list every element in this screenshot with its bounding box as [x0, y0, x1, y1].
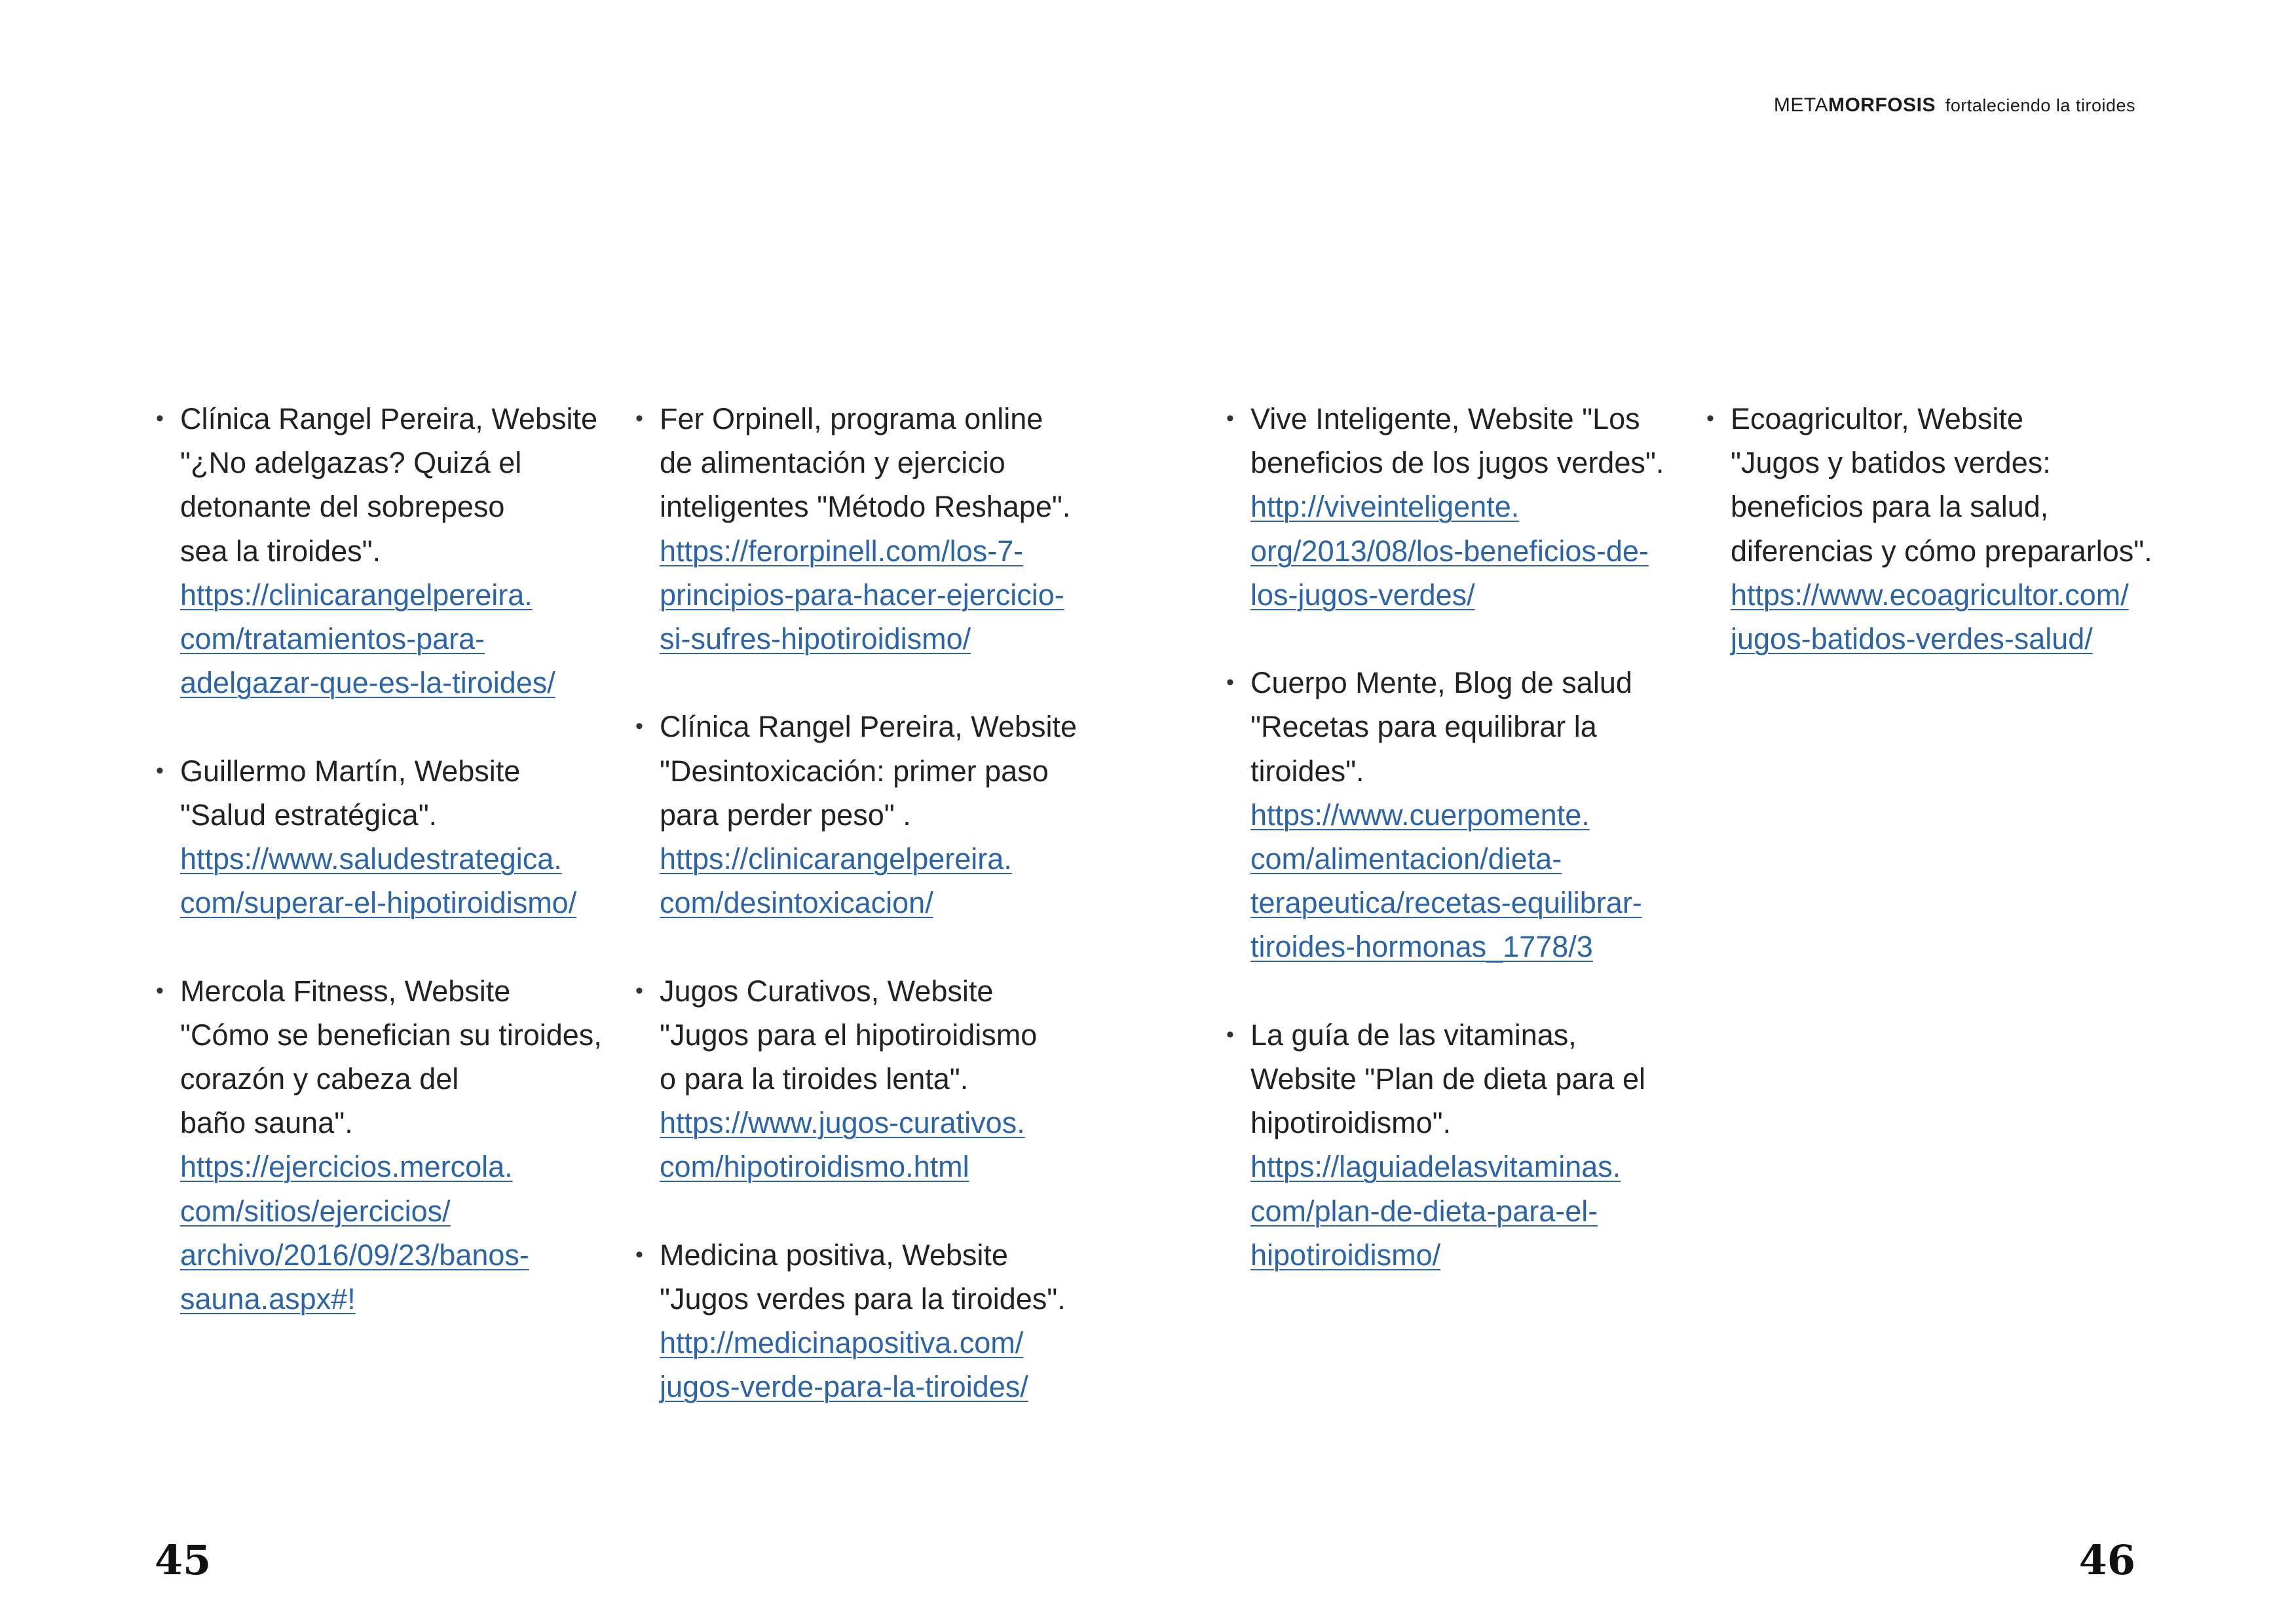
reference-link[interactable]: http://viveinteligente. org/2013/08/los-beneficios-de- los-jugos-verdes/: [1250, 490, 1649, 612]
page-number-left: 45: [155, 1536, 212, 1584]
reference-item: [1706, 397, 2165, 661]
reference-item: [156, 749, 614, 925]
reference-text: • Clínica Rangel Pereira, Website "¿No adelgazas? Quizá el detonante del sobrepeso sea la tiroides".: [180, 402, 597, 568]
reference-item: [1226, 397, 1685, 617]
reference-text: • La guía de las vitaminas, Website "Plan de dieta para el hipotiroidismo".: [1250, 1018, 1646, 1140]
reference-item: [635, 705, 1081, 925]
reference-link[interactable]: https://www.saludestrategica. com/superar-el-hipotiroidismo/: [180, 842, 577, 920]
reference-item: [635, 1233, 1081, 1409]
header-subtitle: fortaleciendo la tiroides: [1945, 96, 2135, 115]
references-column-1: [156, 397, 614, 1365]
reference-item: [635, 397, 1081, 661]
reference-link[interactable]: https://clinicarangelpereira. com/tratamientos-para- adelgazar-que-es-la-tiroides/: [180, 578, 555, 700]
reference-item: [156, 969, 614, 1321]
reference-item: [635, 969, 1081, 1189]
reference-link[interactable]: https://ejercicios.mercola. com/sitios/ejercicios/ archivo/2016/09/23/banos- sauna.aspx#!: [180, 1150, 529, 1316]
references-column-2: [635, 397, 1081, 1453]
reference-link[interactable]: https://www.ecoagricultor.com/ jugos-batidos-verdes-salud/: [1731, 578, 2129, 656]
reference-text: • Fer Orpinell, programa online de alimentación y ejercicio inteligentes "Método Reshape".: [660, 402, 1071, 524]
reference-link[interactable]: https://www.jugos-curativos. com/hipotiroidismo.html: [660, 1106, 1025, 1184]
brand-meta: META: [1773, 94, 1828, 116]
reference-text: • Clínica Rangel Pereira, Website "Desintoxicación: primer paso para perder peso" .: [660, 710, 1077, 832]
references-column-3: [1226, 397, 1685, 1321]
reference-link[interactable]: https://laguiadelasvitaminas. com/plan-de-dieta-para-el- hipotiroidismo/: [1250, 1150, 1621, 1272]
reference-text: • Cuerpo Mente, Blog de salud "Recetas para equilibrar la tiroides".: [1250, 666, 1632, 788]
references-column-4: [1706, 397, 2165, 705]
reference-link[interactable]: https://www.cuerpomente. com/alimentacion/dieta- terapeutica/recetas-equilibrar- tiroides-hormonas_1778/3: [1250, 798, 1642, 964]
reference-link[interactable]: https://ferorpinell.com/los-7- principios-para-hacer-ejercicio- si-sufres-hipotiroidismo/: [660, 534, 1064, 656]
reference-item: [1226, 1013, 1685, 1277]
running-header: [1774, 94, 2135, 117]
reference-link[interactable]: https://clinicarangelpereira. com/desintoxicacion/: [660, 842, 1012, 920]
reference-text: • Jugos Curativos, Website "Jugos para el hipotiroidismo o para la tiroides lenta".: [660, 974, 1038, 1096]
reference-text: • Mercola Fitness, Website "Cómo se benefician su tiroides, corazón y cabeza del baño sauna".: [180, 974, 602, 1140]
page-number-right: 46: [2078, 1536, 2135, 1584]
reference-item: [156, 397, 614, 705]
reference-text: • Guillermo Martín, Website "Salud estratégica".: [180, 754, 521, 832]
reference-item: [1226, 661, 1685, 969]
reference-text: • Ecoagricultor, Website "Jugos y batidos verdes: beneficios para la salud, diferencias y cómo prepararlos".: [1731, 402, 2152, 568]
reference-link[interactable]: http://medicinapositiva.com/ jugos-verde-para-la-tiroides/: [660, 1326, 1028, 1404]
brand-morfosis: MORFOSIS: [1828, 94, 1936, 116]
reference-text: • Vive Inteligente, Website "Los beneficios de los jugos verdes".: [1250, 402, 1664, 480]
reference-text: • Medicina positiva, Website "Jugos verdes para la tiroides".: [660, 1238, 1066, 1316]
